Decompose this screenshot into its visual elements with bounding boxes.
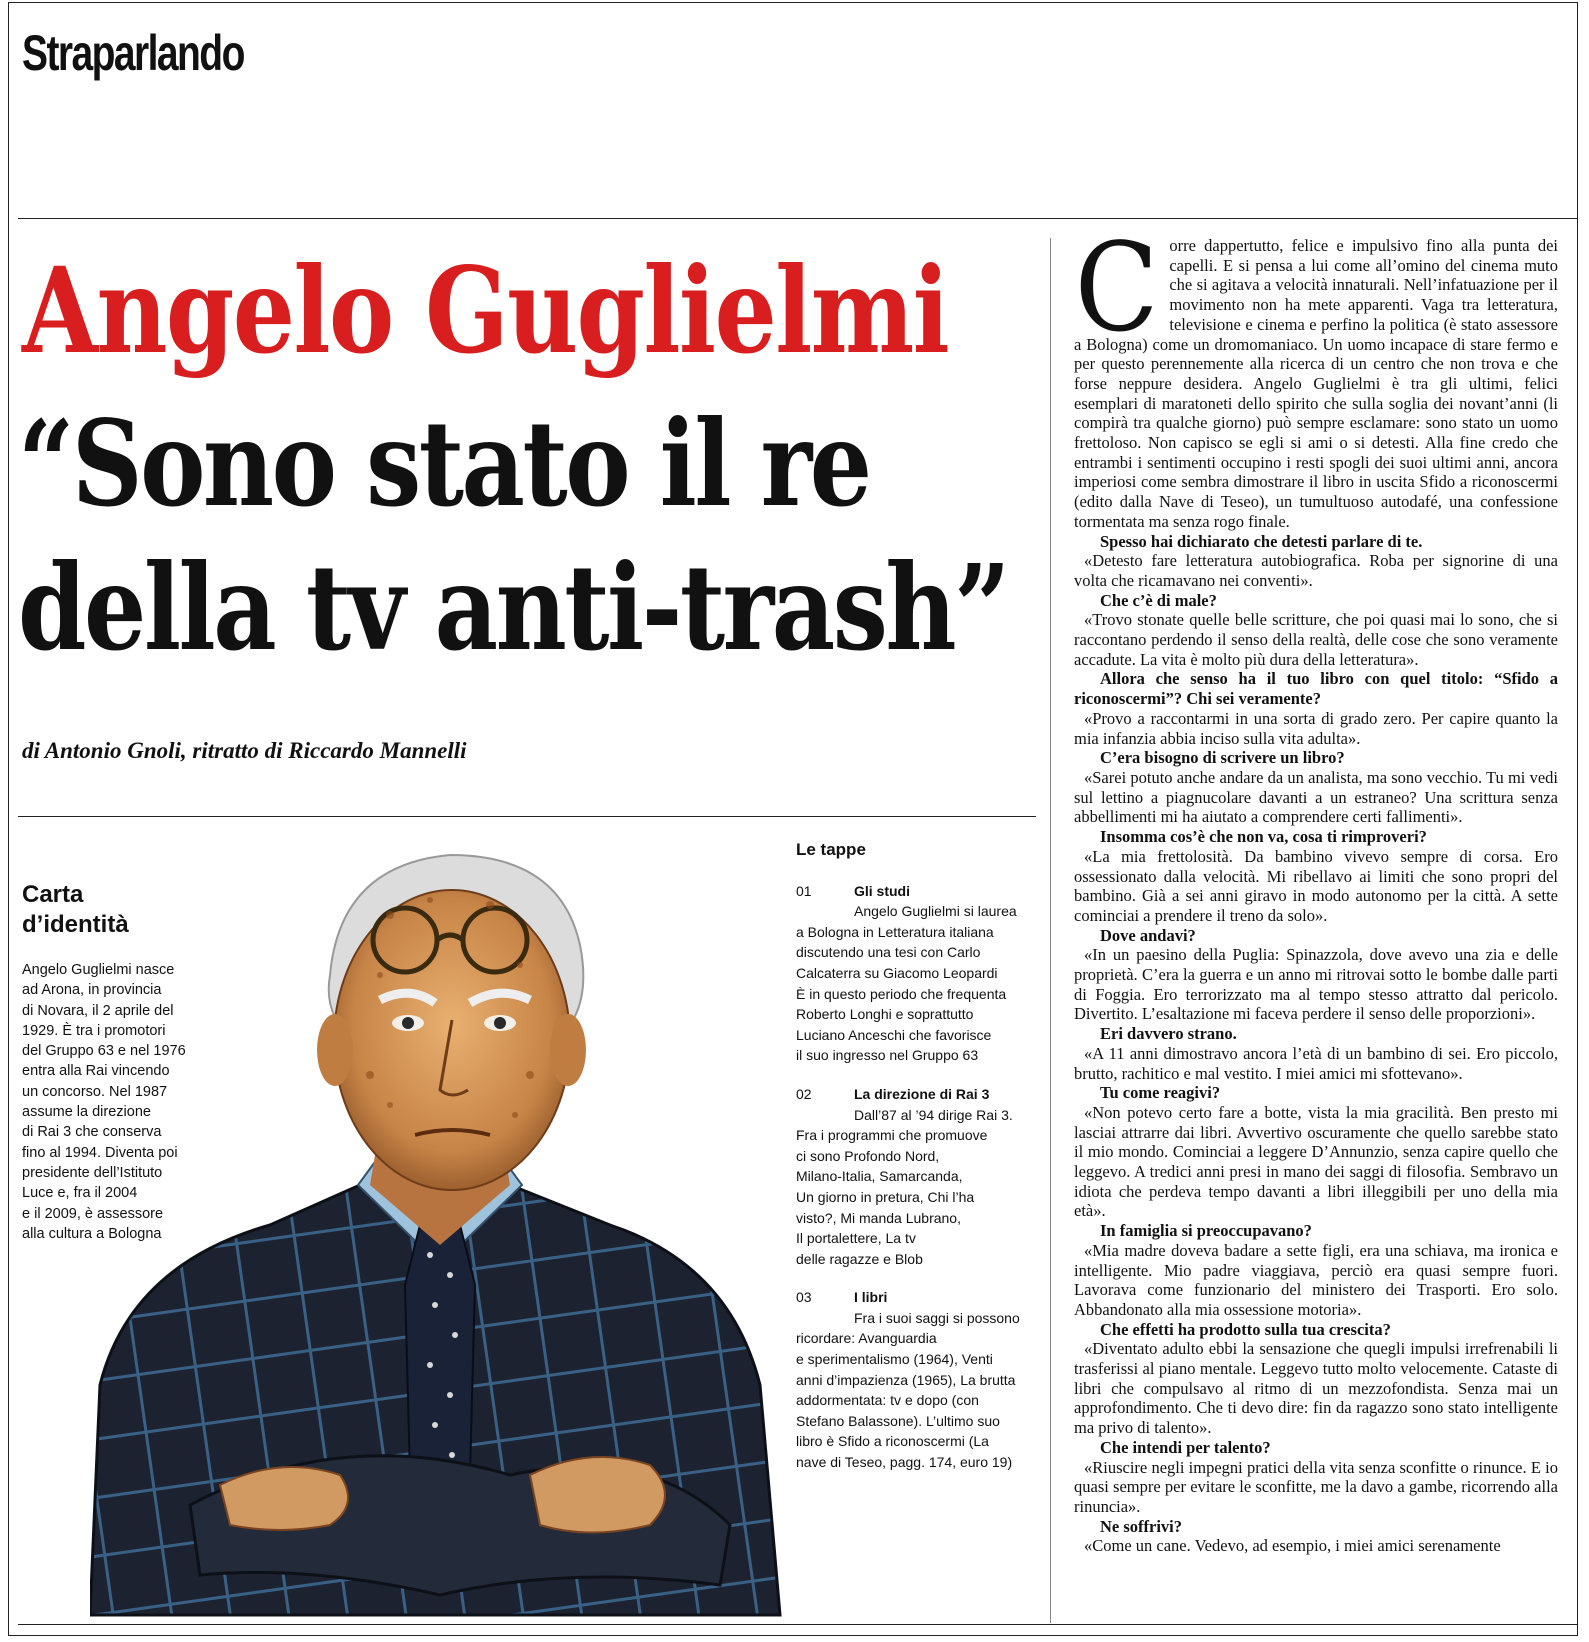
interview-answer: «Riuscire negli impegni pratici della vita senza sconfitte o rinunce. E io quasi sempre per evitare le sconfitte, me la davo a gambe, ricorrendo alla rinuncia». [1074,1457,1558,1516]
carta-title-line-2: d’identità [22,911,129,938]
tappe-item-number: 01 [796,882,812,899]
tappe-item-line: È in questo periodo che frequenta [796,985,1007,1002]
carta-line: Luce e, fra il 2004 [22,1185,138,1202]
tappe-item-header [796,1287,1040,1308]
tappe-item-name: Gli studi [854,882,910,899]
tappe-item-line: visto?, Mi manda Lubrano, [796,1209,961,1226]
tappe-item-line: Il portalettere, La tv [796,1230,916,1247]
tappe-item-line: discutendo una tesi con Carlo [796,944,981,961]
headline-name: Angelo Guglielmi [22,241,949,380]
tappe-item-line: a Bologna in Letteratura italiana [796,923,994,940]
tappe-item-line: delle ragazze e Blob [796,1250,923,1267]
tappe-list [796,881,1040,1473]
interview-answer: «Trovo stonate quelle belle scritture, che poi quasi mai lo sono, che si raccontano perdendo il senso della realtà, delle cose che sono veramente accadute. La vita è molto più dura della letteratura». [1074,610,1558,669]
carta-line: di Rai 3 che conserva [22,1124,162,1141]
tappe-item-line: Stefano Balassone). L’ultimo suo [796,1412,1000,1429]
tappe-item-text [796,901,1040,1066]
carta-line: assume la direzione [22,1104,151,1121]
tappe-item-line: Milano-Italia, Samarcanda, [796,1168,963,1185]
article-body [1074,217,1558,1556]
headline-quote-line-2: della tv anti-trash” [18,538,1008,677]
tappe-item-line: Fra i suoi saggi si possono [854,1309,1020,1326]
interview-answer: «Detesto fare letteratura autobiografica. Roba per signorine di una volta che ricamavano nei conventi». [1074,551,1558,590]
interview-question: C’era bisogno di scrivere un libro? [1100,748,1345,768]
interview-question: Spesso hai dichiarato che detesti parlare di te. [1100,531,1423,551]
tappe-item-number: 03 [796,1289,812,1306]
carta-title-line-1: Carta [22,881,84,908]
middle-divider [18,816,1036,817]
tappe-item-line: Un giorno in pretura, Chi l’ha [796,1188,975,1205]
carta-line: entra alla Rai vincendo [22,1063,170,1080]
interview-answer: «In un paesino della Puglia: Spinazzola, dove avevo una zia e delle proprietà. C’era la guerra e un anno mi ritrovai sotto le bombe dalle parti di Foggia. Ero terrorizzato ma al tempo stesso attratto dal pericolo. Divertito. L’esaltazione mi faceva perdere il senso delle proporzioni». [1074,945,1558,1024]
tappe-item-line: ci sono Profondo Nord, [796,1147,940,1164]
tappe-item-name: La direzione di Rai 3 [854,1085,990,1102]
column-divider [1050,238,1051,1623]
bottom-divider [18,1624,1578,1625]
tappe-item-line: Roberto Longhi e soprattutto [796,1006,974,1023]
interview-question: Ne soffrivi? [1100,1516,1183,1536]
tappe-item-line: il suo ingresso nel Gruppo 63 [796,1047,979,1064]
interview-answer: «Mia madre doveva badare a sette figli, era una schiava, ma ironica e intelligente. Mio padre viaggiava, perciò era quasi sempre fuori. Lavorava come funzionario del ministero dei Trasporti. Ero solo. Abbandonato alla mia ossessione motoria». [1074,1240,1558,1319]
interview-answer: «Diventato adulto ebbi la sensazione che quegli impulsi irrefrenabili li trasferissi al piano mentale. Leggevo tutto molto velocemente. Cataste di libri che compulsavo al ritmo di un mezzofondista. Senza mai un approfondimento. Che ti devo dire: fin da ragazzo sono stato intelligente ma privo di talento». [1074,1339,1558,1438]
carta-line: 1929. È tra i promotori [22,1022,166,1039]
carta-line: Angelo Guglielmi nasce [22,962,175,978]
interview-question: Allora che senso ha il tuo libro con quel titolo: “Sfido a riconoscermi”? Chi sei veramente? [1074,669,1558,709]
interview-answer: «La mia frettolosità. Da bambino vivevo sempre di corsa. Ero ossessionato dalla velocità. Mi ribellavo ai limiti che sono propri del bambino. Già a sei anni giravo in modo autonomo per la città. A sette cominciai a prendere il treno da solo». [1074,846,1558,925]
tappe-item-text [796,1105,1040,1270]
tappe-title: Le tappe [796,840,866,859]
carta-line: alla cultura a Bologna [22,1225,162,1242]
tappe-box [796,840,1040,1491]
tappe-item-line: Angelo Guglielmi si laurea [854,903,1017,920]
tappe-item [796,1287,1040,1472]
tappe-item-line: Luciano Anceschi che favorisce [796,1026,992,1043]
interview-question: Eri davvero strano. [1100,1024,1237,1044]
carta-line: un concorso. Nel 1987 [22,1083,168,1100]
tappe-item-line: libro è Sfido a riconoscermi (La [796,1433,989,1450]
carta-line: ad Arona, in provincia [22,982,162,999]
interview-question: Dove andavi? [1100,925,1196,945]
interview-question: Che effetti ha prodotto sulla tua crescita? [1100,1319,1391,1339]
top-divider [18,218,1578,219]
headline-quote-line-1: “Sono stato il re [18,394,870,533]
interview-question: Insomma cos’è che non va, cosa ti rimproveri? [1100,827,1427,847]
interview-question: Tu come reagivi? [1100,1083,1221,1103]
interview-question: In famiglia si preoccupavano? [1100,1221,1312,1241]
portrait-illustration [90,825,790,1620]
tappe-item-line: Calcaterra su Giacomo Leopardi [796,964,998,981]
interview-answer: «Come un cane. Vedevo, ad esempio, i miei amici serenamente [1084,1536,1501,1556]
byline: di Antonio Gnoli, ritratto di Riccardo Mannelli [22,738,467,763]
carta-line: di Novara, il 2 aprile del [22,1002,174,1019]
tappe-item-header [796,881,1040,902]
section-title: Straparlando [22,25,244,81]
interview-answer: «A 11 anni dimostravo ancora l’età di un bambino di sei. Ero piccolo, brutto, rachitico e mal vestito. I miei amici mi sfottevano». [1074,1043,1558,1083]
carta-line: fino al 1994. Diventa poi [22,1144,178,1161]
interview-answer: «Non potevo certo fare a botte, vista la mia gracilità. Ben presto mi lasciai attrarre dai libri. Avvertivo oscuramente che quello sarebbe stato il mio mondo. Cominciai a leggere D’Annunzio, senza capire quello che leggevo. A tredici anni presi in mano dei saggi di filosofia. Sembravo un idiota che perdeva tempo davanti a libri illeggibili per uno della mia età». [1074,1102,1558,1221]
right-hand [530,1457,665,1533]
tappe-item-name: I libri [854,1289,888,1306]
interview-answer: «Provo a raccontarmi in una sorta di grado zero. Per capire quanto la mia infanzia abbia inciso sulla vita adulta». [1074,708,1558,748]
left-hand [220,1467,348,1530]
tappe-item-line: anni d’impazienza (1965), La brutta [796,1371,1016,1388]
tappe-item-line: nave di Teseo, pagg. 174, euro 19) [796,1454,1013,1471]
tappe-item [796,1084,1040,1269]
tappe-item-text [796,1308,1040,1473]
tappe-item-line: Fra i programmi che promuove [796,1127,988,1144]
carta-line: e il 2009, è assessore [22,1205,164,1222]
interview-answer: «Sarei potuto anche andare da un analista, ma sono vecchio. Tu mi vedi sul lettino a piagnucolare davanti a un estraneo? Una scrittura senza abbellimenti mi ha aiutato a comprendere certi fallimenti». [1074,767,1558,827]
article-intro-text: orre dappertutto, felice e impulsivo fino alla punta dei capelli. E si pensa a lui come all’omino del cinema muto che si agitava a velocità innaturali. Nell’infatuazione per il movimento non ha mete apparenti. Vaga tra letteratura, televisione e cinema e perfino la politica (è stato assessore a Bologna) come un dromomaniaco. Un uomo incapace di stare fermo e per questo perennemente alla ricerca di un centro che non trova e che forse neppure desidera. Angelo Guglielmi è tra gli ultimi, felici esemplari di maratoneti dello spirito che sulla soglia dei novant’anni (li compirà tra qualche giorno) può sempre esclamare: sono stato un uomo frettoloso. Non capisco se egli si ami o si detesti. Alla fine credo che entrambi i sentimenti occupino i resti spogli dei suoi ultimi anni, ancora imperiosi come sembra dimostrare il libro in uscita Sfido a riconoscermi (edito dalla Nave di Teseo), un tumultuoso autodafé, una confessione tormentata ma senza rogo finale. [1074,236,1558,531]
tappe-item-line: addormentata: tv e dopo (con [796,1392,979,1409]
interview-question: Che intendi per talento? [1100,1437,1271,1457]
tappe-item-number: 02 [796,1085,812,1102]
drop-cap: C [1074,217,1159,359]
article-intro [1074,217,1558,532]
interview-qa [1074,532,1558,1557]
tappe-item [796,881,1040,1066]
tappe-item-header [796,1084,1040,1105]
headline-quote [18,392,1008,680]
interview-question: Che c’è di male? [1100,590,1217,610]
carta-line: del Gruppo 63 e nel 1976 [22,1043,186,1060]
tappe-item-line: ricordare: Avanguardia [796,1330,937,1347]
carta-line: presidente dell’Istituto [22,1164,163,1181]
tappe-item-line: e sperimentalismo (1964), Venti [796,1351,993,1368]
tappe-item-line: Dall’87 al ’94 dirige Rai 3. [854,1106,1013,1123]
